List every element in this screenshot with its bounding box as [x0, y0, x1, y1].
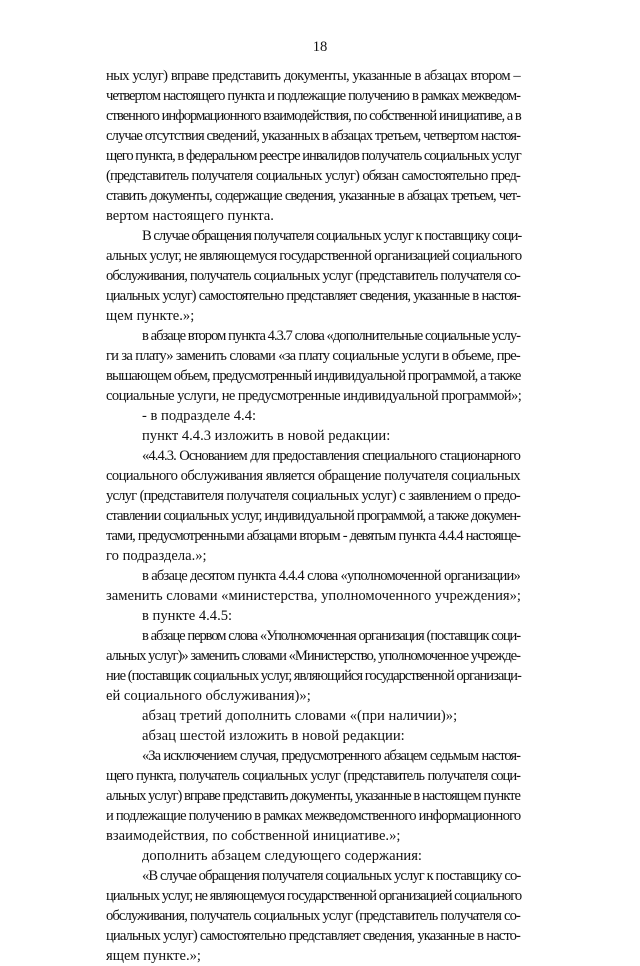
- text-line: «За исключением случая, предусмотренного абзацем седьмым настоя-: [142, 748, 520, 764]
- text-line: случае отсутствия сведений, указанных в абзацах третьем, четвертом настоя-: [106, 128, 521, 144]
- text-line: - в подразделе 4.4:: [142, 408, 257, 424]
- text-line: абзац третий дополнить словами «(при наличии)»;: [142, 708, 458, 724]
- text-line: в пункте 4.4.5:: [142, 608, 233, 624]
- text-line: и подлежащие получению в рамках межведомственного информационного: [106, 808, 521, 824]
- text-line: вертом настоящего пункта.: [106, 208, 274, 224]
- text-line: дополнить абзацем следующего содержания:: [142, 848, 422, 864]
- text-line: щего пункта, в федеральном реестре инвалидов получатель социальных услуг: [106, 148, 521, 164]
- text-line: социального обслуживания является обращение получателя социальных: [106, 468, 520, 484]
- text-line: «В случае обращения получателя социальных услуг к поставщику со-: [142, 868, 521, 884]
- text-line: альных услуг)» заменить словами «Министерство, уполномоченное учрежде-: [106, 648, 520, 664]
- text-line: циальных услуг) самостоятельно представляет сведения, указанные в насто-: [106, 928, 520, 944]
- text-line: альных услуг, не являющемуся государственной организацией социального: [106, 248, 522, 264]
- text-line: в абзаце десятом пункта 4.4.4 слова «уполномоченной организации»: [142, 568, 520, 584]
- text-line: щем пункте.»;: [106, 308, 195, 324]
- text-line: в абзаце первом слова «Уполномоченная организация (поставщик соци-: [142, 628, 520, 644]
- text-line: ственного информационного взаимодействия, по собственной инициативе, а в: [106, 108, 521, 124]
- text-line: го подраздела.»;: [106, 548, 207, 564]
- text-line: «4.4.3. Основанием для предоставления специального стационарного: [142, 448, 520, 464]
- text-line: в абзаце втором пункта 4.3.7 слова «дополнительные социальные услу-: [142, 328, 520, 344]
- document-body: [106, 66, 520, 966]
- text-line: ставлении социальных услуг, индивидуальной программой, а также докумен-: [106, 508, 520, 524]
- text-line: ящем пункте.»;: [106, 948, 201, 964]
- text-line: социальные услуги, не предусмотренные индивидуальной программой»;: [106, 388, 522, 404]
- text-line: щего пункта, получатель социальных услуг (представитель получателя соци-: [106, 768, 520, 784]
- text-line: услуг (представителя получателя социальных услуг) с заявлением о предо-: [106, 488, 520, 504]
- text-line: тами, предусмотренными абзацами вторым - девятым пункта 4.4.4 настояще-: [106, 528, 520, 544]
- text-line: четвертом настоящего пункта и подлежащие получению в рамках межведом-: [106, 88, 520, 104]
- text-line: взаимодействия, по собственной инициативе.»;: [106, 828, 401, 844]
- text-line: ги за плату» заменить словами «за плату социальные услуги в объеме, пре-: [106, 348, 520, 364]
- text-line: циальных услуг, не являющемуся государственной организацией социального: [106, 888, 522, 904]
- text-line: ние (поставщик социальных услуг, являющийся государственной организаци-: [106, 668, 521, 684]
- text-line: пункт 4.4.3 изложить в новой редакции:: [142, 428, 391, 444]
- text-line: ей социального обслуживания)»;: [106, 688, 311, 704]
- text-line: ных услуг) вправе представить документы, указанные в абзацах втором –: [106, 68, 520, 84]
- text-line: В случае обращения получателя социальных услуг к поставщику соци-: [142, 228, 522, 244]
- text-line: обслуживания, получатель социальных услуг (представитель получателя со-: [106, 908, 520, 924]
- text-line: вышающем объем, предусмотренный индивидуальной программой, а также: [106, 368, 521, 384]
- text-line: абзац шестой изложить в новой редакции:: [142, 728, 405, 744]
- text-line: ставить документы, содержащие сведения, указанные в абзацах третьем, чет-: [106, 188, 520, 204]
- page-number: 18: [312, 39, 328, 55]
- text-line: обслуживания, получатель социальных услуг (представитель получателя со-: [106, 268, 520, 284]
- text-line: альных услуг) вправе представить документы, указанные в настоящем пункте: [106, 788, 520, 804]
- text-line: (представитель получателя социальных услуг) обязан самостоятельно пред-: [106, 168, 520, 184]
- text-line: циальных услуг) самостоятельно представляет сведения, указанные в настоя-: [106, 288, 520, 304]
- text-line: заменить словами «министерства, уполномоченного учреждения»;: [106, 588, 521, 604]
